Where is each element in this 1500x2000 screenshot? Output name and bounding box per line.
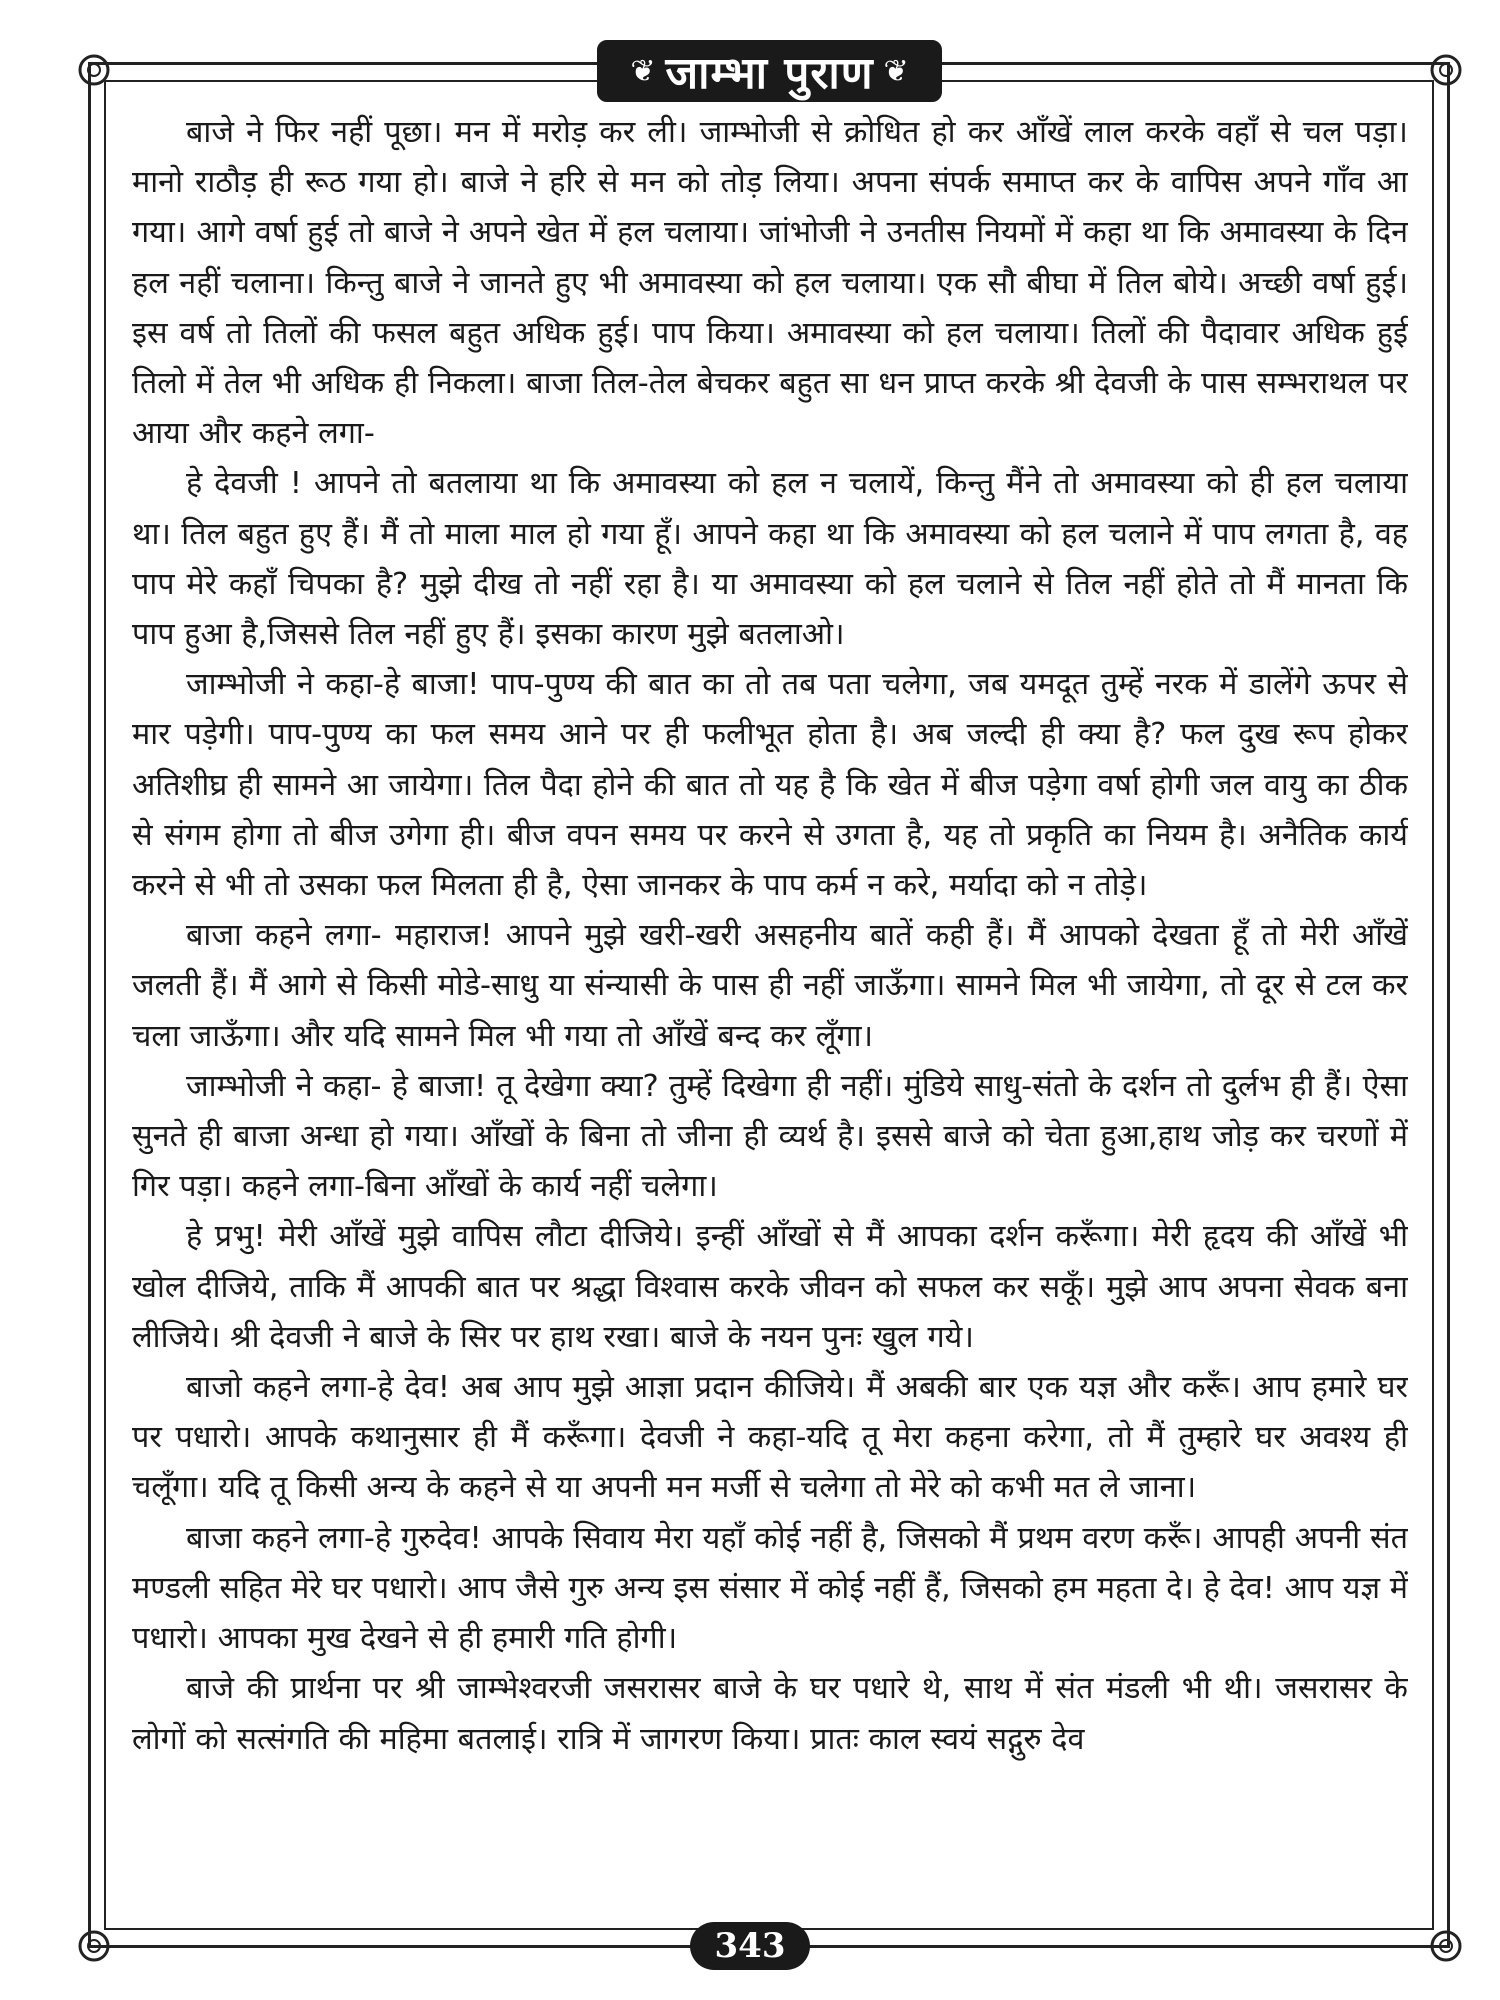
corner-ornament-bottom-left [66,1918,122,1974]
page-number: 343 [714,1926,786,1966]
paragraph: बाजो कहने लगा-हे देव! अब आप मुझे आज्ञा प्रदान कीजिये। मैं अबकी बार एक यज्ञ और करूँ। आप हमारे घर पर पधारो। आपके कथानुसार ही मैं करूँगा। देवजी ने कहा-यदि तू मेरा कहना करेगा, तो मैं तुम्हारे घर अवश्य ही चलूँगा। यदि तू किसी अन्य के कहने से या अपनी मन मर्जी से चलेगा तो मेरे को कभी मत ले जाना। [132,1370,1408,1506]
paragraph: जाम्भोजी ने कहा- हे बाजा! तू देखेगा क्या? तुम्हें दिखेगा ही नहीं। मुंडिये साधु-संतो के दर्शन तो दुर्लभ ही हैं। ऐसा सुनते ही बाजा अन्धा हो गया। आँखों के बिना तो जीना ही व्यर्थ है। इससे बाजे को चेता हुआ,हाथ जोड़ कर चरणों में गिर पड़ा। कहने लगा-बिना आँखों के कार्य नहीं चलेगा। [132,1068,1408,1205]
corner-ornament-bottom-right [1418,1918,1474,1974]
paragraph: बाजे की प्रार्थना पर श्री जाम्भेश्वरजी जसरासर बाजे के घर पधारे थे, साथ में संत मंडली भी थी। जसरासर के लोगों को सत्संगति की महिमा बतलाई। रात्रि में जागरण किया। प्रातः काल स्वयं सद्गुरु देव [132,1671,1408,1757]
page-number-badge [690,1922,810,1970]
paragraph: हे प्रभु! मेरी आँखें मुझे वापिस लौटा दीजिये। इन्हीं आँखों से मैं आपका दर्शन करूँगा। मेरी हृदय की आँखें भी खोल दीजिये, ताकि मैं आपकी बात पर श्रद्धा विश्वास करके जीवन को सफल कर सकूँ। मुझे आप अपना सेवक बना लीजिये। श्री देवजी ने बाजे के सिर पर हाथ रखा। बाजे के नयन पुनः खुल गये। [132,1219,1408,1355]
corner-ornament-top-left [66,42,122,98]
paragraph: बाजे ने फिर नहीं पूछा। मन में मरोड़ कर ली। जाम्भोजी से क्रोधित हो कर आँखें लाल करके वहाँ से चल पड़ा। मानो राठौड़ ही रूठ गया हो। बाजे ने हरि से मन को तोड़ लिया। अपना संपर्क समाप्त कर के वापिस अपने गाँव आ गया। आगे वर्षा हुई तो बाजे ने अपने खेत में हल चलाया। जांभोजी ने उनतीस नियमों में कहा था कि अमावस्या के दिन हल नहीं चलाना। किन्तु बाजे ने जानते हुए भी अमावस्या को हल चलाया। एक सौ बीघा में तिल बोये। अच्छी वर्षा हुई। इस वर्ष तो तिलों की फसल बहुत अधिक हुई। पाप किया। अमावस्या को हल चलाया। तिलों की पैदावार अधिक हुई तिलो में तेल भी अधिक ही निकला। बाजा तिल-तेल बेचकर बहुत सा धन प्राप्त करके श्री देवजी के पास सम्भराथल पर आया और कहने लगा- [132,115,1408,452]
paragraph: बाजा कहने लगा- महाराज! आपने मुझे खरी-खरी असहनीय बातें कही हैं। मैं आपको देखता हूँ तो मेरी आँखें जलती हैं। मैं आगे से किसी मोडे-साधु या संन्यासी के पास ही नहीं जाऊँगा। सामने मिल भी जायेगा, तो दूर से टल कर चला जाऊँगा। और यदि सामने मिल भी गया तो आँखें बन्द कर लूँगा। [132,918,1408,1054]
paragraph: बाजा कहने लगा-हे गुरुदेव! आपके सिवाय मेरा यहाँ कोई नहीं है, जिसको मैं प्रथम वरण करूँ। आपही अपनी संत मण्डली सहित मेरे घर पधारो। आप जैसे गुरु अन्य इस संसार में कोई नहीं हैं, जिसको हम महता दे। हे देव! आप यज्ञ में पधारो। आपका मुख देखने से ही हमारी गति होगी। [132,1520,1408,1657]
right-flourish-icon: ❦ [883,53,909,89]
left-flourish-icon: ❦ [630,53,656,89]
paragraph: जाम्भोजी ने कहा-हे बाजा! पाप-पुण्य की बात का तो तब पता चलेगा, जब यमदूत तुम्हें नरक में डालेंगे ऊपर से मार पड़ेगी। पाप-पुण्य का फल समय आने पर ही फलीभूत होता है। अब जल्दी ही क्या है? फल दुख रूप होकर अतिशीघ्र ही सामने आ जायेगा। तिल पैदा होने की बात तो यह है कि खेत में बीज पड़ेगा वर्षा होगी जल वायु का ठीक से संगम होगा तो बीज उगेगा ही। बीज वपन समय पर करने से उगता है, यह तो प्रकृति का नियम है। अनैतिक कार्य करने से भी तो उसका फल मिलता ही है, ऐसा जानकर के पाप कर्म न करे, मर्यादा को न तोड़े। [132,667,1408,904]
book-title: जाम्भा पुराण [665,48,874,99]
page-body [132,108,1408,1908]
paragraph: हे देवजी ! आपने तो बतलाया था कि अमावस्या को हल न चलायें, किन्तु मैंने तो अमावस्या को ही हल चलाया था। तिल बहुत हुए हैं। मैं तो माला माल हो गया हूँ। आपने कहा था कि अमावस्या को हल चलाने में पाप लगता है, वह पाप मेरे कहाँ चिपका है? मुझे दीख तो नहीं रहा है। या अमावस्या को हल चलाने से तिल नहीं होते तो मैं मानता कि पाप हुआ है,जिससे तिल नहीं हुए हैं। इसका कारण मुझे बतलाओ। [132,466,1408,653]
book-title-badge [597,40,942,102]
corner-ornament-top-right [1418,42,1474,98]
